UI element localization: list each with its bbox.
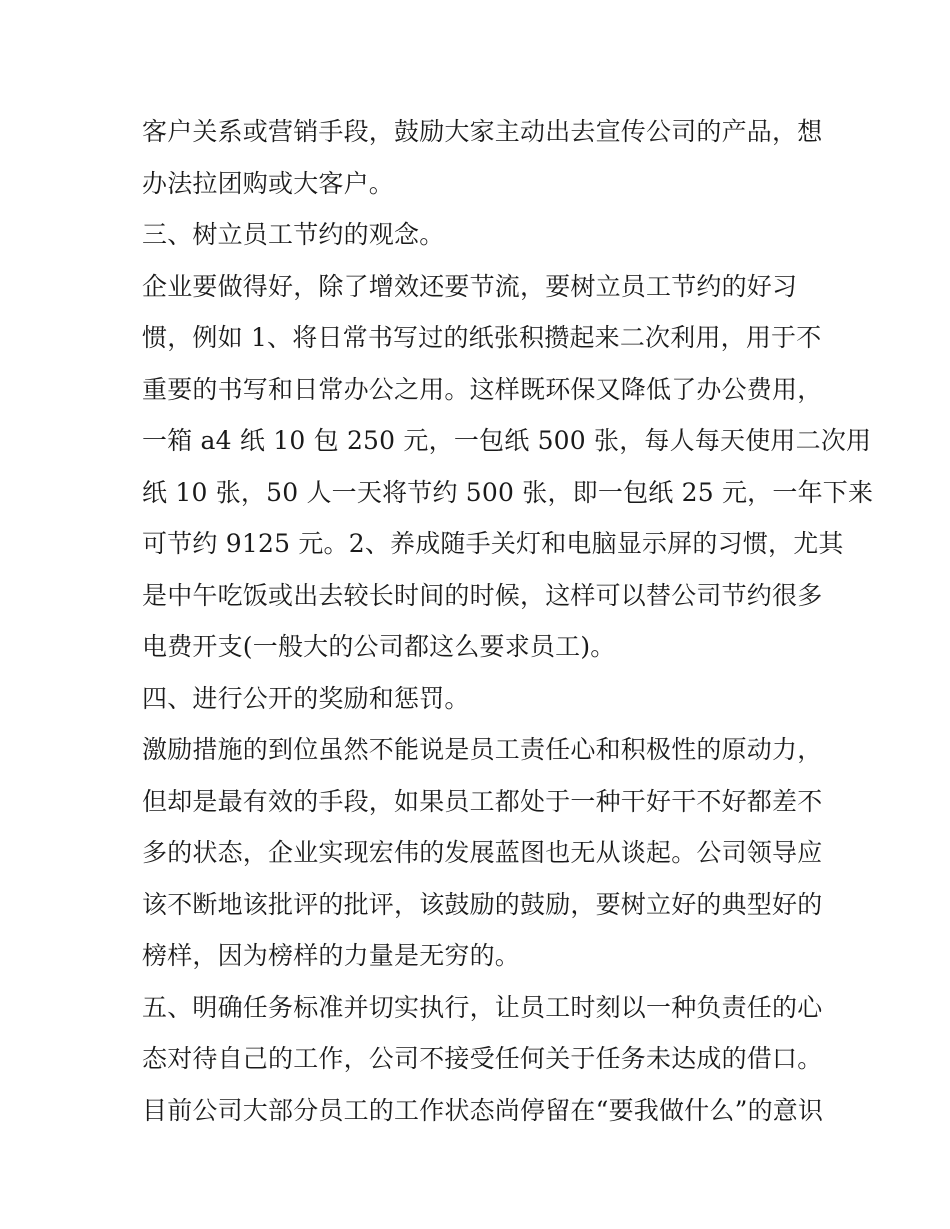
section-heading-3: 三、树立员工节约的观念。 <box>142 220 445 249</box>
text-line: 一箱 a4 纸 10 包 250 元，一包纸 500 张，每人每天使用二次用 <box>142 426 872 455</box>
text-line: 重要的书写和日常办公之用。这样既环保又降低了办公费用， <box>142 374 823 404</box>
text-line: 企业要做得好，除了增效还要节流，要树立员工节约的好习 <box>142 271 798 301</box>
text-line: 是中午吃饭或出去较长时间的时候，这样可以替公司节约很多 <box>142 580 823 610</box>
text-line: 惯，例如 1、将日常书写过的纸张积攒起来二次利用，用于不 <box>142 323 822 352</box>
text-line: 纸 10 张，50 人一天将节约 500 张，即一包纸 25 元，一年下来 <box>142 477 874 507</box>
text-line: 态对待自己的工作，公司不接受任何关于任务未达成的借口。 <box>142 1044 823 1073</box>
document-body <box>142 106 874 1136</box>
text-line: 但却是最有效的手段，如果员工都处于一种干好干不好都差不 <box>142 786 823 816</box>
text-line: 该不断地该批评的批评，该鼓励的鼓励，要树立好的典型好的 <box>142 889 823 919</box>
text-line: 客户关系或营销手段，鼓励大家主动出去宣传公司的产品，想 <box>142 117 823 146</box>
text-line: 目前公司大部分员工的工作状态尚停留在“要我做什么”的意识 <box>142 1095 824 1125</box>
text-line: 激励措施的到位虽然不能说是员工责任心和积极性的原动力， <box>142 735 823 764</box>
text-line: 电费开支(一般大的公司都这么要求员工)。 <box>142 632 616 661</box>
text-line: 多的状态，企业实现宏伟的发展蓝图也无从谈起。公司领导应 <box>142 838 823 867</box>
section-heading-4: 四、进行公开的奖励和惩罚。 <box>142 683 470 713</box>
text-line: 榜样，因为榜样的力量是无穷的。 <box>142 941 521 970</box>
section-heading-5: 五、明确任务标准并切实执行，让员工时刻以一种负责任的心 <box>142 992 823 1022</box>
text-line: 可节约 9125 元。2、养成随手关灯和电脑显示屏的习惯，尤其 <box>142 529 844 558</box>
text-line: 办法拉团购或大客户。 <box>142 168 395 198</box>
